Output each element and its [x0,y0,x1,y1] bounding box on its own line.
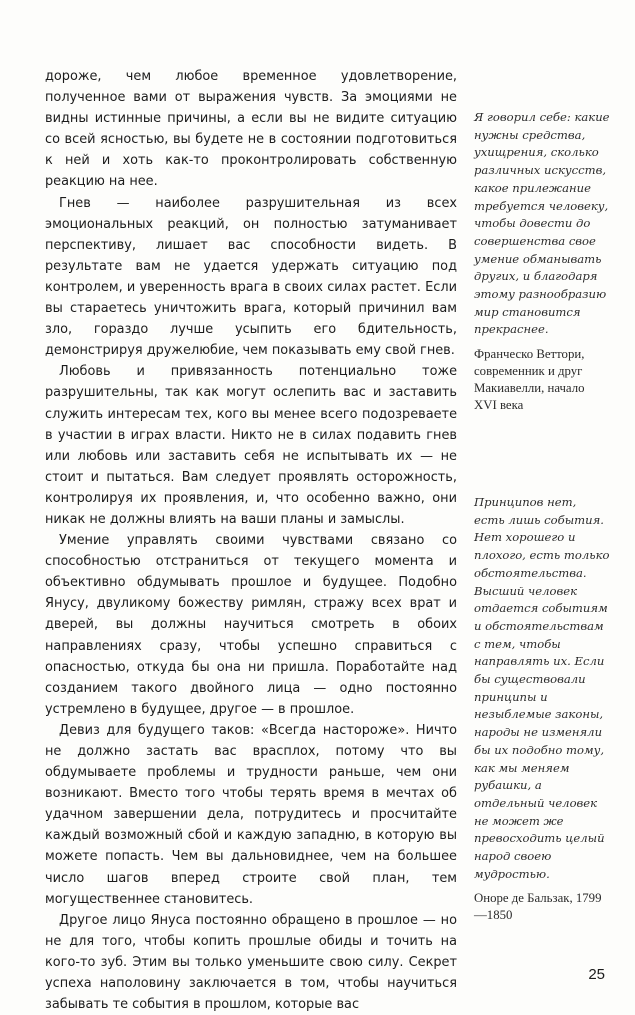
paragraph-3: Любовь и привязанность потенциально тоже разрушительны, так как могут ослепить вас и заставить служить интересам тех, кого вы менее всего подозреваете в участии в играх власти. Никто не в силах подавить гнев или любовь или заставить себя не испытывать их — не стоит и пытаться. Вам следует проявлять осторожность, контролируя их проявления, и, что особенно важно, они никак не должны влиять на ваши планы и замыслы. [45,364,457,527]
page-number: 25 [588,966,605,983]
sidebar-quote-1 [474,109,610,413]
main-text-column [45,66,457,1015]
quote-attribution-1: Франческо Веттори, современник и друг Макиавелли, начало XVI века [474,347,585,412]
paragraph-1: дороже, чем любое временное удовлетворение, полученное вами от выражения чувств. За эмоциями не видны истинные причины, а если вы не видите ситуацию со всей ясностью, вы будете не в состоянии подготовиться к ней и хоть как-то проконтролировать собственную реакцию на нее. [45,69,457,190]
quote-text-2: Принципов нет, есть лишь события. Нет хорошего и плохого, есть только обстоятельства. Высший человек отдается событиям и обстоятельствам с тем, чтобы направлять их. Если бы существовали принципы и незыблемые законы, народы не изменяли бы их подобно тому, как мы меняем рубашки, а отдельный человек не может же превосходить целый народ своею мудростью. [474,495,610,881]
sidebar-quote-2 [474,494,610,924]
paragraph-6: Другое лицо Януса постоянно обращено в прошлое — но не для того, чтобы копить прошлые обиды и точить на кого-то зуб. Этим вы только уменьшите свою силу. Секрет успеха наполовину заключается в том, чтобы научиться забывать те события в прошлом, которые вас [45,912,457,1013]
paragraph-5: Девиз для будущего таков: «Всегда настороже». Ничто не должно застать вас врасплох, потому что вы обдумываете проблемы и трудности раньше, чем они возникают. Вместо того чтобы терять время в мечтах об удачном завершении дела, потрудитесь и просчитайте каждый возможный сбой и каждую западню, в которую вы можете попасть. Чем вы дальновиднее, чем на большее число шагов вперед строите свой план, тем могущественнее становитесь. [45,722,457,907]
quote-attribution-2: Оноре де Бальзак, 1799—1850 [474,891,602,923]
quote-text-1: Я говорил себе: какие нужны средства, ухищрения, сколько различных искусств, какое прилежание требуется человеку, чтобы довести до совершенства свое умение обманывать других, и благодаря этому разнообразию мир становится прекраснее. [474,110,610,337]
paragraph-2: Гнев — наиболее разрушительная из всех эмоциональных реакций, он полностью затуманивает перспективу, лишает вас способности видеть. В результате вам не удается удержать ситуацию под контролем, и уверенность врага в своих силах растет. Если вы стараетесь уничтожить врага, который причинил вам зло, гораздо лучше усыпить его бдительность, демонстрируя дружелюбие, чем показывать ему свой гнев. [45,195,457,359]
paragraph-4: Умение управлять своими чувствами связано со способностью отстраниться от текущего момента и объективно обдумывать прошлое и будущее. Подобно Янусу, двуликому божеству римлян, стражу всех врат и дверей, вы должны научиться смотреть в обоих направлениях сразу, чтобы успешно справиться с опасностью, откуда бы она ни пришла. Поработайте над созданием такого двойного лица — одно постоянно устремлено в будущее, другое — в прошлое. [45,533,457,717]
